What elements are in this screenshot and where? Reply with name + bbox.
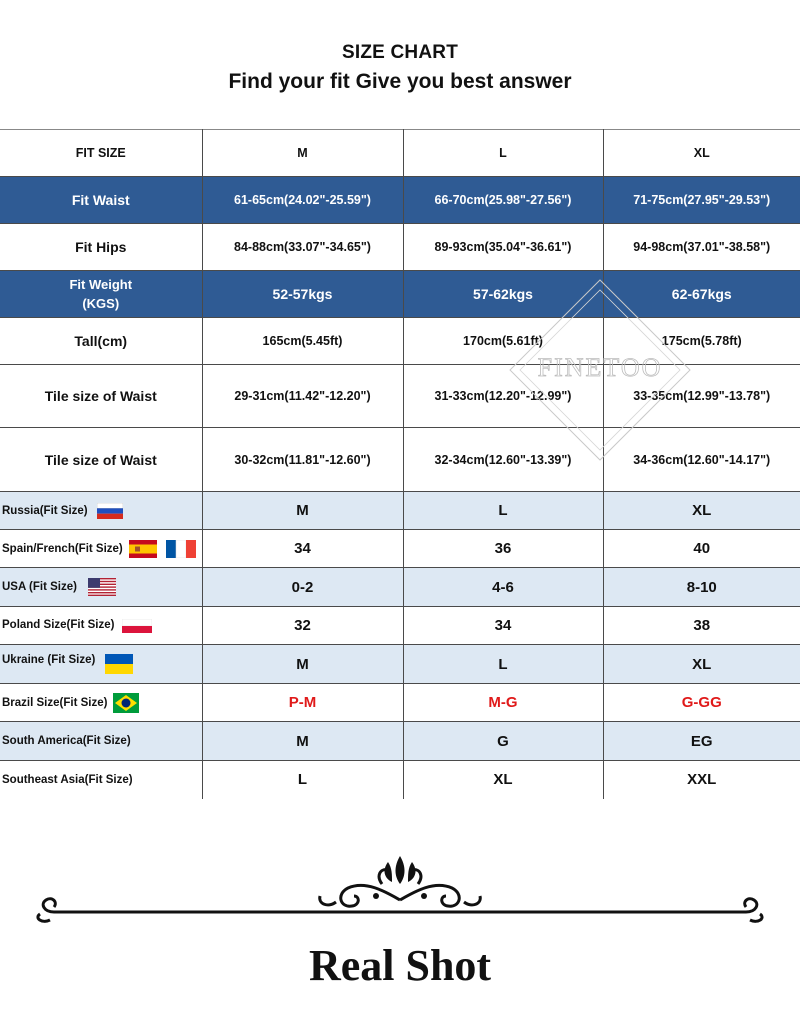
row-label: Tall(cm) [0,318,202,365]
column-header-fit-size: FIT SIZE [0,130,202,177]
table-row-tile-waist-2 [0,428,800,492]
country-label: Brazil Size(Fit Size) [2,696,108,709]
table-row-russia [0,492,800,530]
table-row-southeast-asia [0,761,800,799]
cell-xl: 94-98cm(37.01"-38.58") [603,224,800,271]
cell-l: 170cm(5.61ft) [403,318,603,365]
row-label [0,645,202,684]
cell-xl: XL [603,645,800,684]
cell-xl: 8-10 [603,568,800,607]
usa-flag-icon [88,578,116,596]
row-label-line1: Fit Weight [69,277,133,292]
row-label [0,530,202,568]
table-row-usa [0,568,800,607]
cell-l: L [403,645,603,684]
cell-m: 84-88cm(33.07"-34.65") [202,224,403,271]
france-flag-icon [166,540,196,558]
header-row [0,130,800,177]
column-header-l: L [403,130,603,177]
cell-l: 34 [403,607,603,645]
table-row-tall [0,318,800,365]
country-label: Ukraine (Fit Size) [2,654,96,666]
row-label [0,761,202,799]
row-label: Tile size of Waist [0,428,202,492]
cell-l: G [403,722,603,761]
cell-xl: 38 [603,607,800,645]
table-row-fit-weight [0,271,800,318]
cell-l: L [403,492,603,530]
cell-m: 0-2 [202,568,403,607]
cell-m: 30-32cm(11.81"-12.60") [202,428,403,492]
cell-l: 31-33cm(12.20"-12.99") [403,365,603,428]
table-row-brazil [0,684,800,722]
cell-m: M [202,492,403,530]
cell-xl: EG [603,722,800,761]
cell-xl: XXL [603,761,800,799]
row-label [0,492,202,530]
cell-m: M [202,722,403,761]
watermark-text: FINETOO [537,353,663,382]
cell-xl: 34-36cm(12.60"-14.17") [603,428,800,492]
row-label: Tile size of Waist [0,365,202,428]
cell-l: 66-70cm(25.98"-27.56") [403,177,603,224]
table-row-south-america [0,722,800,761]
cell-m: 165cm(5.45ft) [202,318,403,365]
table-row-fit-hips [0,224,800,271]
cell-l: M-G [403,684,603,722]
cell-m: P-M [202,684,403,722]
cell-xl: 62-67kgs [603,271,800,318]
table-row-fit-waist [0,177,800,224]
country-label: Spain/French(Fit Size) [2,542,123,555]
cell-xl: 33-35cm(12.99"-13.78") [603,365,800,428]
size-chart-table [0,129,800,799]
cell-m: 32 [202,607,403,645]
cell-xl: G-GG [603,684,800,722]
cell-l: 32-34cm(12.60"-13.39") [403,428,603,492]
row-label [0,607,202,645]
page-title: SIZE CHART [342,42,458,63]
country-label: South America(Fit Size) [2,734,131,747]
country-label: Russia(Fit Size) [2,504,88,517]
row-label [0,722,202,761]
cell-l: 4-6 [403,568,603,607]
ukraine-flag-icon [105,654,133,674]
cell-l: 89-93cm(35.04"-36.61") [403,224,603,271]
cell-xl: XL [603,492,800,530]
cell-l: XL [403,761,603,799]
cell-m: 29-31cm(11.42"-12.20") [202,365,403,428]
table-row-tile-waist-1 [0,365,800,428]
russia-flag-icon [97,503,123,519]
column-header-m: M [202,130,403,177]
cell-m: 61-65cm(24.02"-25.59") [202,177,403,224]
cell-l: 57-62kgs [403,271,603,318]
column-header-xl: XL [603,130,800,177]
real-shot-heading: Real Shot [308,941,492,990]
cell-xl: 40 [603,530,800,568]
cell-m: L [202,761,403,799]
cell-xl: 71-75cm(27.95"-29.53") [603,177,800,224]
cell-m: 34 [202,530,403,568]
row-label [0,271,202,318]
spain-flag-icon [129,540,157,558]
row-label: Fit Hips [0,224,202,271]
cell-m: M [202,645,403,684]
poland-flag-icon [122,619,152,633]
country-label: Poland Size(Fit Size) [2,618,115,631]
table-row-poland [0,607,800,645]
cell-xl: 175cm(5.78ft) [603,318,800,365]
table-row-ukraine [0,645,800,684]
row-label: Fit Waist [0,177,202,224]
page-subtitle: Find your fit Give you best answer [228,70,572,93]
row-label [0,684,202,722]
country-label: Southeast Asia(Fit Size) [2,773,133,786]
country-label: USA (Fit Size) [2,581,77,593]
row-label [0,568,202,607]
cell-l: 36 [403,530,603,568]
table-row-spain-french [0,530,800,568]
brazil-flag-icon [113,693,139,713]
row-label-line2: (KGS) [82,296,120,311]
cell-m: 52-57kgs [202,271,403,318]
scroll-ornament-icon [36,852,764,932]
